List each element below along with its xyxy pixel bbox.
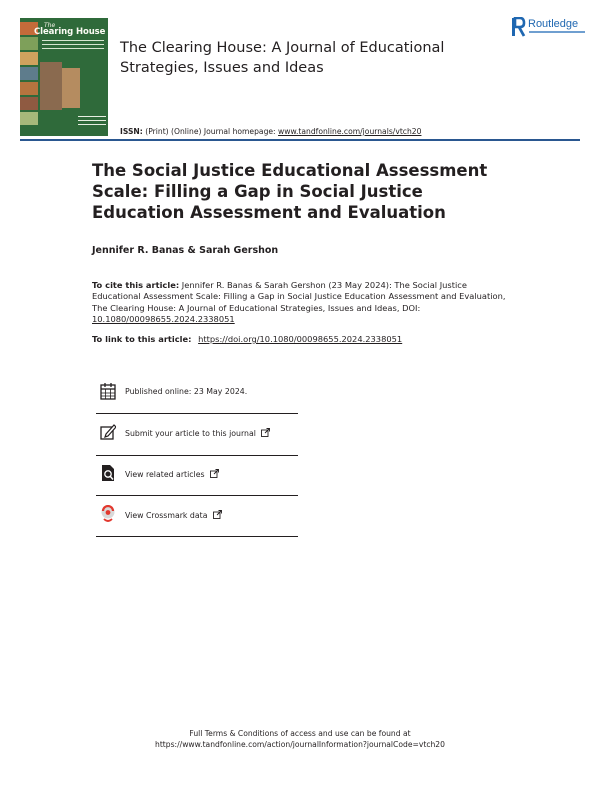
submit-article-label: Submit your article to this journal <box>125 429 256 438</box>
divider <box>96 495 298 496</box>
submit-article-row[interactable] <box>96 423 298 463</box>
footer-terms-text: Full Terms & Conditions of access and use can be found at <box>189 729 411 738</box>
submit-article-link[interactable] <box>125 428 270 438</box>
cover-title: Clearing House <box>34 27 106 37</box>
cover-photo <box>40 62 62 110</box>
calendar-icon <box>100 382 116 400</box>
article-authors: Jennifer R. Banas & Sarah Gershon <box>92 245 279 256</box>
cover-footer-lines <box>78 116 106 128</box>
journal-homepage-link[interactable]: www.tandfonline.com/journals/vtch20 <box>278 127 422 136</box>
publisher-name: Routledge <box>528 18 579 30</box>
journal-cover-image <box>20 18 108 136</box>
article-link-line <box>92 334 402 344</box>
citation-block <box>92 280 510 326</box>
crossmark-label: View Crossmark data <box>125 511 208 520</box>
routledge-logo[interactable] <box>510 17 586 39</box>
divider <box>96 413 298 414</box>
article-title: The Social Justice Educational Assessment Scale: Filling a Gap in Social Justice Education Assessment and Evaluation <box>92 161 488 222</box>
citation-doi-link[interactable]: 10.1080/00098655.2024.2338051 <box>92 314 235 325</box>
cover-subtitle-lines <box>42 40 104 56</box>
external-link-icon <box>261 428 270 437</box>
routledge-r-icon <box>510 17 526 37</box>
related-articles-link[interactable] <box>125 469 219 479</box>
publisher-tagline <box>529 31 585 33</box>
cover-photo-strip <box>20 22 38 136</box>
cover-the: The <box>44 22 56 29</box>
issn-value: (Print) (Online) Journal homepage: <box>145 127 276 136</box>
citation-text: Jennifer R. Banas & Sarah Gershon (23 May 2024): The Social Justice Educational Assessment Scale: Filling a Gap in Social Justice Education Assessment and Evaluation, The Clearing House: A Journal of Educational Strategies, Issues and Ideas, DOI: <box>92 280 506 313</box>
divider <box>96 455 298 456</box>
external-link-icon <box>210 469 219 478</box>
header-rule <box>20 139 580 141</box>
external-link-icon <box>213 510 222 519</box>
published-online-row <box>96 382 298 422</box>
crossmark-icon <box>100 505 116 523</box>
crossmark-row[interactable] <box>96 505 298 545</box>
crossmark-link[interactable] <box>125 510 222 520</box>
related-articles-row[interactable] <box>96 464 298 504</box>
citation-label: To cite this article: <box>92 280 180 290</box>
issn-label: ISSN: <box>120 127 143 136</box>
issn-line <box>120 127 421 136</box>
footer <box>120 728 480 750</box>
published-online-text: Published online: 23 May 2024. <box>125 387 248 396</box>
edit-document-icon <box>100 423 116 441</box>
article-doi-link[interactable]: https://doi.org/10.1080/00098655.2024.2338051 <box>198 334 403 344</box>
divider <box>96 536 298 537</box>
related-articles-icon <box>100 464 116 482</box>
cover-photo <box>62 68 80 108</box>
related-articles-label: View related articles <box>125 470 205 479</box>
link-label: To link to this article: <box>92 334 192 344</box>
footer-terms-link[interactable]: https://www.tandfonline.com/action/journalInformation?journalCode=vtch20 <box>155 740 445 749</box>
journal-title: The Clearing House: A Journal of Educational Strategies, Issues and Ideas <box>120 40 445 76</box>
